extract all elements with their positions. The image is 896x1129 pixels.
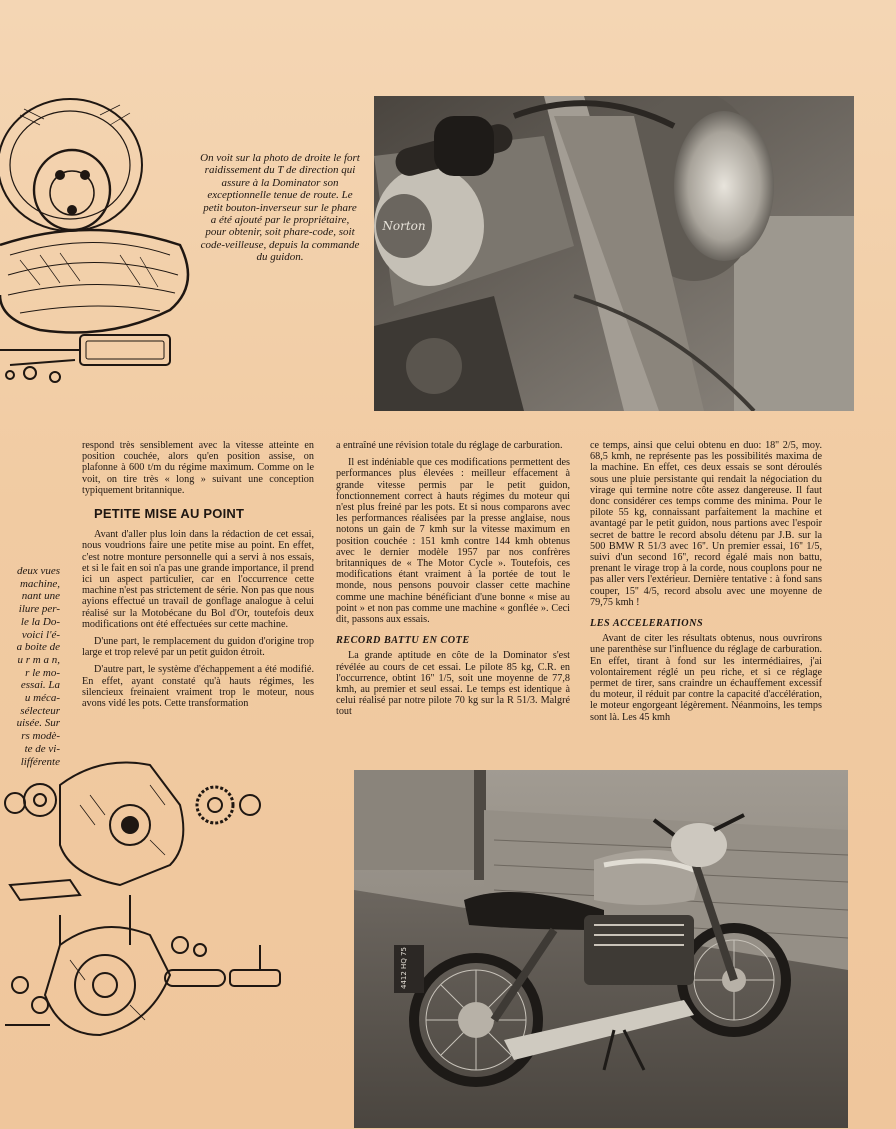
column1-intro: respond très sensiblement avec la vitesse atteinte en position couchée, alors qu'en position assise, on plafonne à 600 t/m du régime maximum. Comme on le voit, on tire très « long » suivant une conception typiquement britannique. xyxy=(82,440,314,496)
column3-paragraph-1: ce temps, ainsi que celui obtenu en duo: 18'' 2/5, moy. 68,5 kmh, ne représente pas les possibilités maxima de la machine. En effet, ces deux essais se sont déroulés sous une pluie persistante qui rendait la négociation du virage qui termine notre côte assez dangereuse. Il faut donc considérer ces temps comme des minima. Pour le pilote 55 kg, connaissant parfaitement la machine et avantagé par le petit guidon, nous partions avec l'espoir secret de battre le record absolu détenu par J.B. sur la 500 BMW R 51/3 avec 16''. Un premier essai, 16'' 1/5, suivi d'un second 16'', record égalé mais non battu, prenant le virage trop à la corde, nous couplons pour ne pas aller vers l'extérieur. Dernière tentative : à fond sans couper, 15'' 4/5, record absolu avec une moyenne de 79,75 kmh ! xyxy=(590,440,822,608)
license-plate-text: 4412 HQ 75 xyxy=(400,947,408,989)
tank-badge-text: Norton xyxy=(382,219,426,233)
column2-paragraph-2: Il est indéniable que ces modifications permettent des performances plus élevées : meilleur effacement à grande vitesse permis par le petit guidon, fonctionnement correct à hauts régimes du moteur qui n'est plus freiné par les pots. Et si nous comparons avec les performances réalisées par la presse anglaise, nous notons un gain de 7 kmh sur la vitesse maximum en position couchée : 151 kmh contre 144 kmh obtenus avec le dernier modèle 1957 par nos confrères britanniques de « The Motor Cycle ». Toutefois, ces modifications étant vraiment à la portée de tout le monde, nous pensons pouvoir classer cette machine comme une machine bénéficiant d'une bonne « mise au point » et non pas comme une machine « gonflée ». Ceci dit, passons aux essais. xyxy=(336,457,570,626)
heading-les-accelerations: LES ACCELERATIONS xyxy=(590,618,704,630)
article-column-3 xyxy=(590,440,822,729)
heading-record-battu: RECORD BATTU EN COTE xyxy=(336,635,470,647)
column1-paragraph-1: Avant d'aller plus loin dans la rédaction de cet essai, nous voudrions faire une petite mise au point. En effet, c'est notre monture personnelle qui a servi à nos essais, et si le fait en soi n'a pas une grande importance, il prend ici un aspect particulier, car en l'occurrence cette machine n'est pas strictement de série. Non pas que nous ayions effectué un travail de gonflage analogue à celui réalisé sur la Motobécane du Bol d'Or, toutefois deux modifications ont été effectuées sur cette machine. xyxy=(82,529,314,630)
article-column-1 xyxy=(82,440,314,715)
engine-cover-drawing xyxy=(0,95,200,385)
column3-paragraph-2: Avant de citer les résultats obtenus, nous ouvrirons une parenthèse sur l'influence du réglage de carburation. En effet, tirant à fond sur les intermédiaires, j'ai volontairement réglé un peu riche, et si ce réglage permet de tirer, sans craindre un échauffement excessif du moteur, il réduit par contre la capacité d'accélération, le moteur engorgeant légèrement. Néanmoins, les temps sont là. Les 45 kmh xyxy=(590,633,822,723)
column2-paragraph-1: a entraîné une révision totale du réglage de carburation. xyxy=(336,440,563,451)
photo-motorcycle-side xyxy=(354,770,848,1128)
photo-handlebar-headlamp xyxy=(374,96,854,411)
column2-paragraph-3: La grande aptitude en côte de la Dominator s'est révélée au cours de cet essai. Le pilote 85 kg, C.R. en l'occurrence, obtint 16'' 1/5, soit une moyenne de 77,8 kmh, au premier et seul essai. Le temps est identique à celui réalisé par notre pilote 70 kg sur la R 51/3. Malgré tout xyxy=(336,650,570,718)
gearbox-exploded-drawing xyxy=(0,745,300,1045)
heading-petite-mise-au-point: PETITE MISE AU POINT xyxy=(94,506,245,522)
article-column-2 xyxy=(336,440,570,724)
column1-paragraph-2: D'une part, le remplacement du guidon d'origine trop large et trop relevé par un petit guidon étroit. xyxy=(82,636,314,659)
left-cropped-caption: deux vues machine, nant une ilure per- le la Do- voici l'é- a boite de u r m a n, r le mo- essai. La u méca- sélecteur uisée. Sur rs modè- te de vi- lifférente xyxy=(16,565,60,768)
column1-paragraph-3: D'autre part, le système d'échappement a été modifié. En effet, ayant constaté qu'à hauts régimes, les silencieux freinaient vraiment trop le moteur, nous avons vidé les pots. Cette transformation xyxy=(82,664,314,710)
photo-caption-handlebar: On voit sur la photo de droite le fort raidissement du T de direction qui assure à la Dominator son exceptionnelle tenue de route. Le petit bouton-inverseur sur le phare a été ajouté par le propriétaire, pour obtenir, soit phare-code, soit code-veilleuse, depuis la commande du guidon. xyxy=(200,152,360,264)
